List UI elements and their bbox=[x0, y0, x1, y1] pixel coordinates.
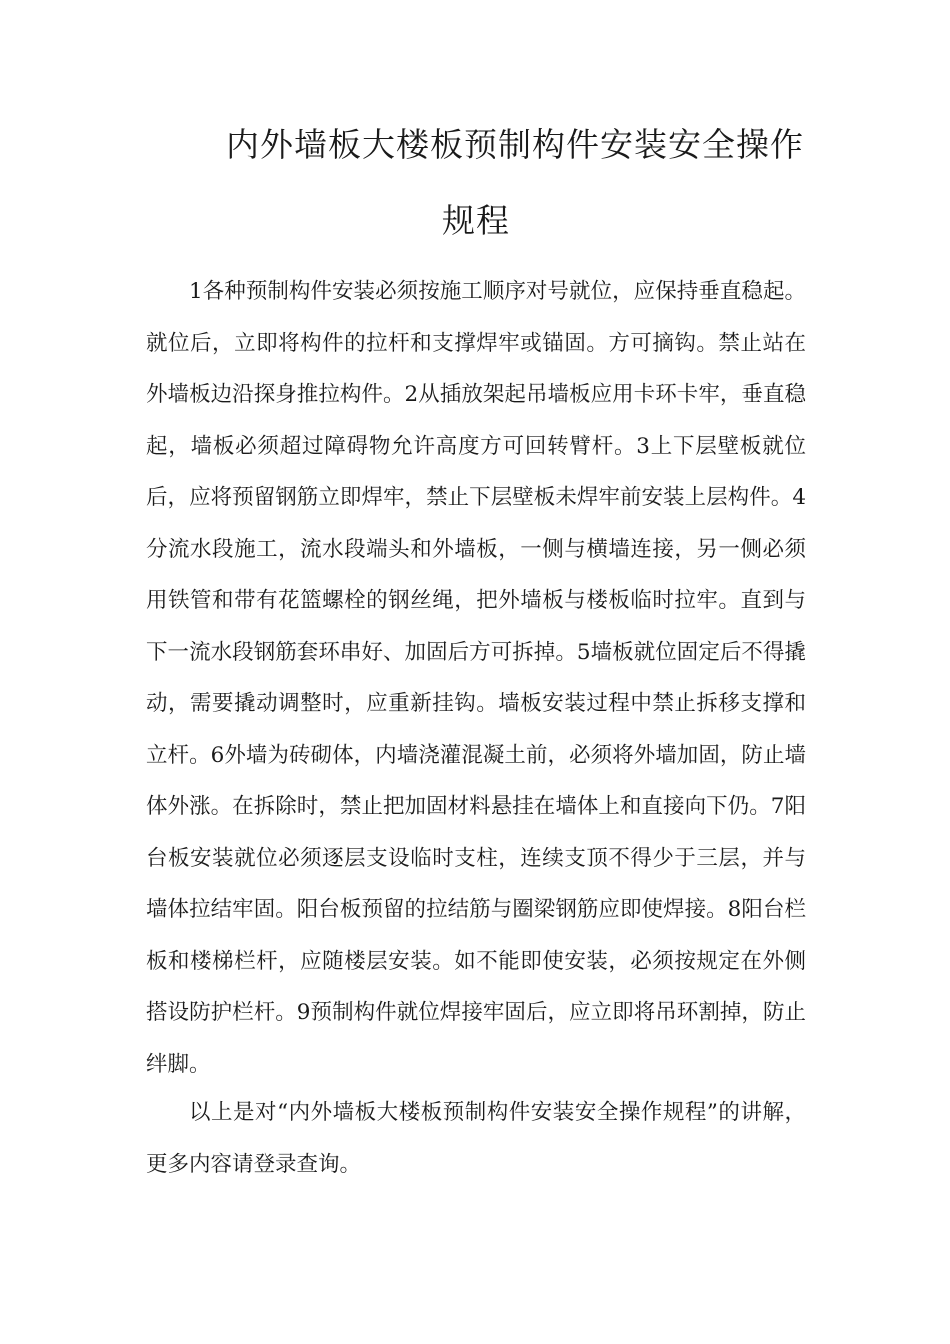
body-paragraph-closing: 以上是对“内外墙板大楼板预制构件安装安全操作规程”的讲解，更多内容请登录查询。 bbox=[146, 1100, 806, 1177]
document-title-line-1: 内外墙板大楼板预制构件安装安全操作 bbox=[226, 125, 804, 164]
body-paragraph-rules: 1各种预制构件安装必须按施工顺序对号就位，应保持垂直稳起。就位后，立即将构件的拉杆和支撑焊牢或锚固。方可摘钩。禁止站在外墙板边沿探身推拉构件。2从插放架起吊墙板应用卡环卡牢，垂直稳起，墙板必须超过障碍物允许高度方可回转臂杆。3上下层壁板就位后，应将预留钢筋立即焊牢，禁止下层壁板未焊牢前安装上层构件。4分流水段施工，流水段端头和外墙板，一侧与横墙连接，另一侧必须用铁管和带有花篮螺栓的钢丝绳，把外墙板与楼板临时拉牢。直到与下一流水段钢筋套环串好、加固后方可拆掉。5墙板就位固定后不得撬动，需要撬动调整时，应重新挂钩。墙板安装过程中禁止拆移支撑和立杆。6外墙为砖砌体，内墙浇灌混凝土前，必须将外墙加固，防止墙体外涨。在拆除时，禁止把加固材料悬挂在墙体上和直接向下仍。7阳台板安装就位必须逐层支设临时支柱，连续支顶不得少于三层，并与墙体拉结牢固。阳台板预留的拉结筋与圈梁钢筋应即使焊接。8阳台栏板和楼梯栏杆，应随楼层安装。如不能即使安装，必须按规定在外侧搭设防护栏杆。9预制构件就位焊接牢固后，应立即将吊环割掉，防止绊脚。 bbox=[146, 279, 806, 1077]
document-title-line-2: 规程 bbox=[442, 201, 510, 240]
